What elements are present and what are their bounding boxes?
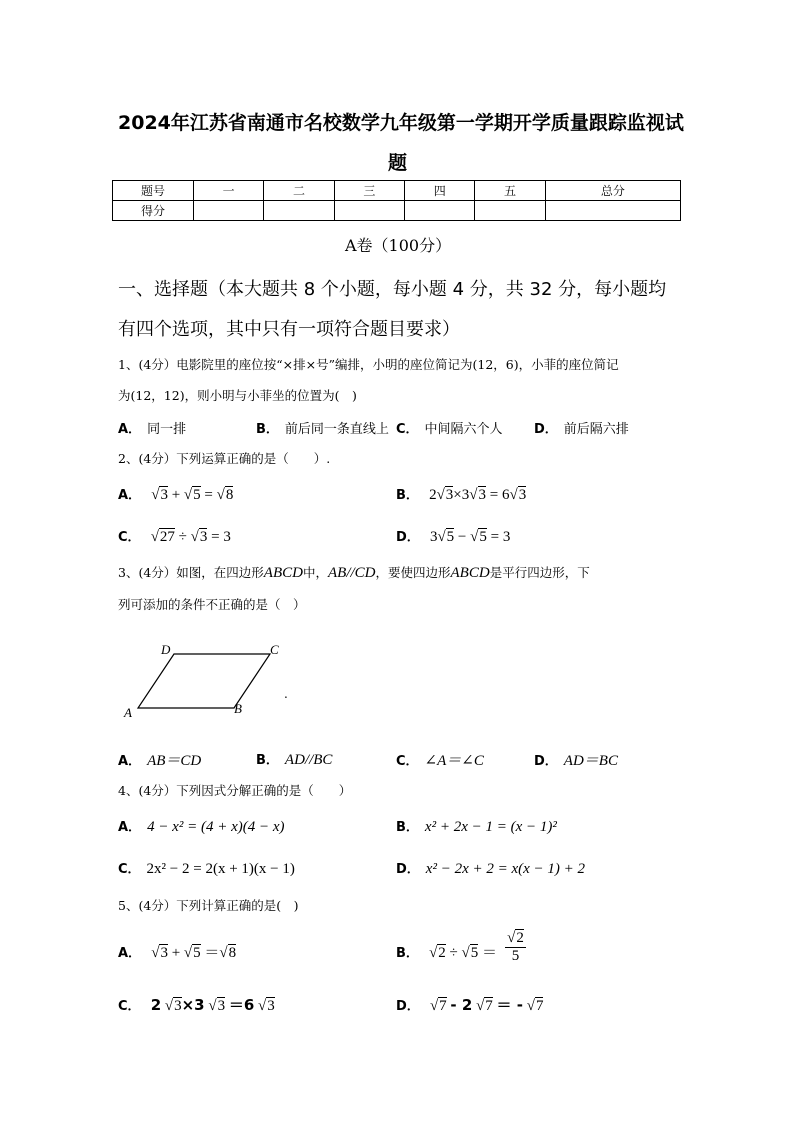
q4-option-b bbox=[396, 816, 557, 836]
option-label: A． bbox=[118, 820, 142, 835]
table-cell: 三 bbox=[334, 181, 404, 201]
q2-option-b bbox=[396, 484, 526, 504]
radicand: 3 bbox=[267, 998, 275, 1014]
operator: + bbox=[171, 487, 181, 503]
q3-option-d bbox=[534, 749, 618, 770]
radicand: 2 bbox=[438, 945, 446, 961]
radicand: 3 bbox=[445, 487, 454, 503]
math-expression: √3 + √5 = √8 bbox=[151, 487, 234, 503]
score-input-cell bbox=[264, 201, 334, 221]
option-label: C． bbox=[118, 862, 141, 877]
operator: + bbox=[171, 945, 181, 961]
q2-option-c bbox=[118, 526, 231, 546]
section-heading-line2: 有四个选项，其中只有一项符合题目要求） bbox=[118, 319, 460, 340]
score-input-cell bbox=[334, 201, 404, 221]
score-table bbox=[112, 180, 681, 221]
math-expression: √3 + √5 ＝√8 bbox=[151, 945, 237, 961]
radicand: 7 bbox=[439, 998, 447, 1014]
math-symbol: AB bbox=[327, 565, 347, 581]
q5-option-d bbox=[396, 994, 543, 1015]
page-title-line2: 题 bbox=[388, 152, 408, 174]
denominator: 5 bbox=[511, 948, 520, 964]
option-text: 同一排 bbox=[147, 422, 187, 437]
math-expression: √7 - 2 √7 ＝ - √7 bbox=[429, 996, 544, 1014]
radicand: 3 bbox=[217, 998, 226, 1014]
math-expression: 2x² − 2 = 2(x + 1)(x − 1) bbox=[146, 861, 295, 877]
q5-option-a bbox=[118, 941, 236, 962]
table-cell: 四 bbox=[405, 181, 475, 201]
text-fragment: 3、(4分）如图，在四边形 bbox=[118, 565, 264, 580]
q1-stem-line1: 1、(4分）电影院里的座位按“×排×号”编排，小明的座位简记为(12，6)，小菲的座位简记 bbox=[118, 357, 619, 372]
table-cell: 总分 bbox=[545, 181, 680, 201]
radicand: 5 bbox=[193, 945, 201, 961]
score-input-cell bbox=[475, 201, 545, 221]
math-expression: 3√5 − √5 = 3 bbox=[429, 529, 511, 545]
q1-option-b bbox=[256, 418, 389, 437]
numerator: 2 bbox=[516, 930, 524, 946]
math-expression: 2 √3×3 √3 ＝6 √3 bbox=[150, 996, 275, 1014]
coefficient: 2 bbox=[150, 996, 162, 1014]
math-symbol: // bbox=[346, 565, 355, 581]
fraction: $\frac{√2}{5}$ bbox=[507, 930, 524, 964]
q1-stem-line2: 为(12，12)，则小明与小菲坐的位置为( ) bbox=[118, 388, 357, 403]
q2-option-d bbox=[396, 526, 510, 546]
option-text: 前后同一条直线上 bbox=[284, 422, 389, 437]
radicand: 3 bbox=[518, 487, 527, 503]
operator: ÷ bbox=[178, 529, 187, 545]
page-title-line1: 2024年江苏省南通市名校数学九年级第一学期开学质量跟踪监视试 bbox=[118, 112, 684, 134]
q3-stem-line2: 列可添加的条件不正确的是（ ） bbox=[118, 597, 306, 612]
figure-dot: . bbox=[284, 687, 288, 701]
option-text: ∠A＝∠C bbox=[424, 753, 484, 769]
option-label: A． bbox=[118, 754, 142, 769]
option-label: D． bbox=[396, 999, 420, 1014]
option-label: D． bbox=[396, 862, 420, 877]
q3-option-b bbox=[256, 749, 332, 769]
option-text: AB＝CD bbox=[147, 753, 202, 769]
radicand: 3 bbox=[160, 945, 168, 961]
table-cell: 得分 bbox=[113, 201, 194, 221]
table-cell: 二 bbox=[264, 181, 334, 201]
equals: = bbox=[204, 487, 213, 503]
radicand: 8 bbox=[225, 487, 234, 503]
math-expression: √27 ÷ √3 = 3 bbox=[150, 529, 231, 545]
radicand: 3 bbox=[174, 998, 182, 1014]
vertex-label-c: C bbox=[270, 642, 279, 657]
equals: = 3 bbox=[211, 529, 231, 545]
parallelogram-figure bbox=[118, 640, 298, 722]
operator: ÷ bbox=[449, 945, 458, 961]
q3-stem-line1 bbox=[118, 563, 590, 582]
text-fragment: 是平行四边形，下 bbox=[489, 565, 590, 580]
radicand: 7 bbox=[535, 998, 544, 1014]
radicand: 5 bbox=[193, 487, 201, 503]
equals: ＝ bbox=[204, 945, 220, 961]
option-label: C． bbox=[118, 999, 141, 1014]
math-expression: 4 − x² = (4 + x)(4 − x) bbox=[147, 819, 285, 835]
radicand: 3 bbox=[160, 487, 168, 503]
math-symbol: ABCD bbox=[263, 565, 303, 581]
operator: ×3 bbox=[181, 996, 205, 1014]
radicand: 3 bbox=[199, 529, 208, 545]
operator: − bbox=[457, 529, 467, 545]
operator: - 2 bbox=[450, 996, 473, 1014]
radicand: 5 bbox=[470, 945, 479, 961]
radicand: 3 bbox=[478, 487, 486, 503]
option-label: D． bbox=[396, 530, 420, 545]
radicand: 5 bbox=[446, 529, 455, 545]
option-label: B． bbox=[256, 753, 279, 768]
q5-stem: 5、(4分）下列计算正确的是( ) bbox=[118, 898, 299, 913]
option-label: A． bbox=[118, 422, 142, 437]
coefficient: 3 bbox=[429, 529, 438, 545]
volume-heading: A卷（100分） bbox=[345, 236, 452, 255]
math-expression: 2√3×3√3 = 6√3 bbox=[429, 487, 527, 503]
radicand: 5 bbox=[479, 529, 487, 545]
text-fragment: ，要使四边形 bbox=[375, 565, 451, 580]
radicand: 7 bbox=[485, 998, 493, 1014]
math-expression: x² − 2x + 2 = x(x − 1) + 2 bbox=[425, 861, 586, 877]
equals: ＝ bbox=[482, 945, 498, 961]
score-table-header-row bbox=[113, 181, 681, 201]
option-label: A． bbox=[118, 946, 142, 961]
radicand: 27 bbox=[159, 529, 175, 545]
score-input-cell bbox=[545, 201, 680, 221]
coefficient: 2 bbox=[429, 487, 437, 503]
option-label: C． bbox=[396, 422, 419, 437]
option-label: B． bbox=[396, 820, 419, 835]
q4-stem: 4、(4分）下列因式分解正确的是（ ） bbox=[118, 783, 352, 798]
option-text: AD//BC bbox=[284, 752, 333, 768]
q2-option-a bbox=[118, 484, 233, 504]
table-cell: 一 bbox=[194, 181, 264, 201]
option-label: B． bbox=[396, 488, 419, 503]
score-input-cell bbox=[194, 201, 264, 221]
equals: = 6 bbox=[489, 487, 510, 503]
math-symbol: CD bbox=[354, 565, 376, 581]
section-heading-line1: 一、选择题（本大题共 8 个小题，每小题 4 分，共 32 分，每小题均 bbox=[118, 279, 667, 300]
math-expression: √2 ÷ √5 ＝ bbox=[429, 945, 498, 961]
equals: ＝ - bbox=[496, 996, 523, 1014]
q1-option-c bbox=[396, 418, 503, 437]
q4-option-d bbox=[396, 858, 585, 878]
equals: = 3 bbox=[490, 529, 511, 545]
radicand: 8 bbox=[228, 945, 237, 961]
q5-option-c bbox=[118, 994, 275, 1015]
text-fragment: 中， bbox=[302, 565, 328, 580]
option-text: 前后隔六排 bbox=[563, 422, 629, 437]
equals: ＝6 bbox=[228, 996, 255, 1014]
table-cell: 题号 bbox=[113, 181, 194, 201]
vertex-label-a: A bbox=[124, 705, 132, 720]
math-symbol: ABCD bbox=[450, 565, 490, 581]
q3-option-c bbox=[396, 749, 484, 770]
q1-option-d bbox=[534, 418, 629, 437]
option-text: AD＝BC bbox=[563, 753, 618, 769]
q1-option-a bbox=[118, 418, 186, 437]
vertex-label-d: D bbox=[161, 642, 171, 657]
score-input-cell bbox=[405, 201, 475, 221]
math-expression: x² + 2x − 1 = (x − 1)² bbox=[424, 819, 557, 835]
vertex-label-b: B bbox=[234, 701, 242, 716]
q2-stem: 2、(4分）下列运算正确的是（ ）. bbox=[118, 451, 331, 466]
option-label: D． bbox=[534, 754, 558, 769]
q4-option-c bbox=[118, 858, 295, 878]
score-table-score-row bbox=[113, 201, 681, 221]
option-label: B． bbox=[256, 422, 279, 437]
q5-option-b bbox=[396, 930, 526, 965]
option-label: D． bbox=[534, 422, 558, 437]
q3-option-a bbox=[118, 749, 201, 770]
option-label: A． bbox=[118, 488, 142, 503]
parallelogram-shape bbox=[138, 654, 270, 708]
table-cell: 五 bbox=[475, 181, 545, 201]
option-label: C． bbox=[396, 754, 419, 769]
option-label: B． bbox=[396, 946, 419, 961]
option-label: C． bbox=[118, 530, 141, 545]
operator: ×3 bbox=[453, 487, 470, 503]
option-text: 中间隔六个人 bbox=[424, 422, 503, 437]
q4-option-a bbox=[118, 816, 285, 836]
